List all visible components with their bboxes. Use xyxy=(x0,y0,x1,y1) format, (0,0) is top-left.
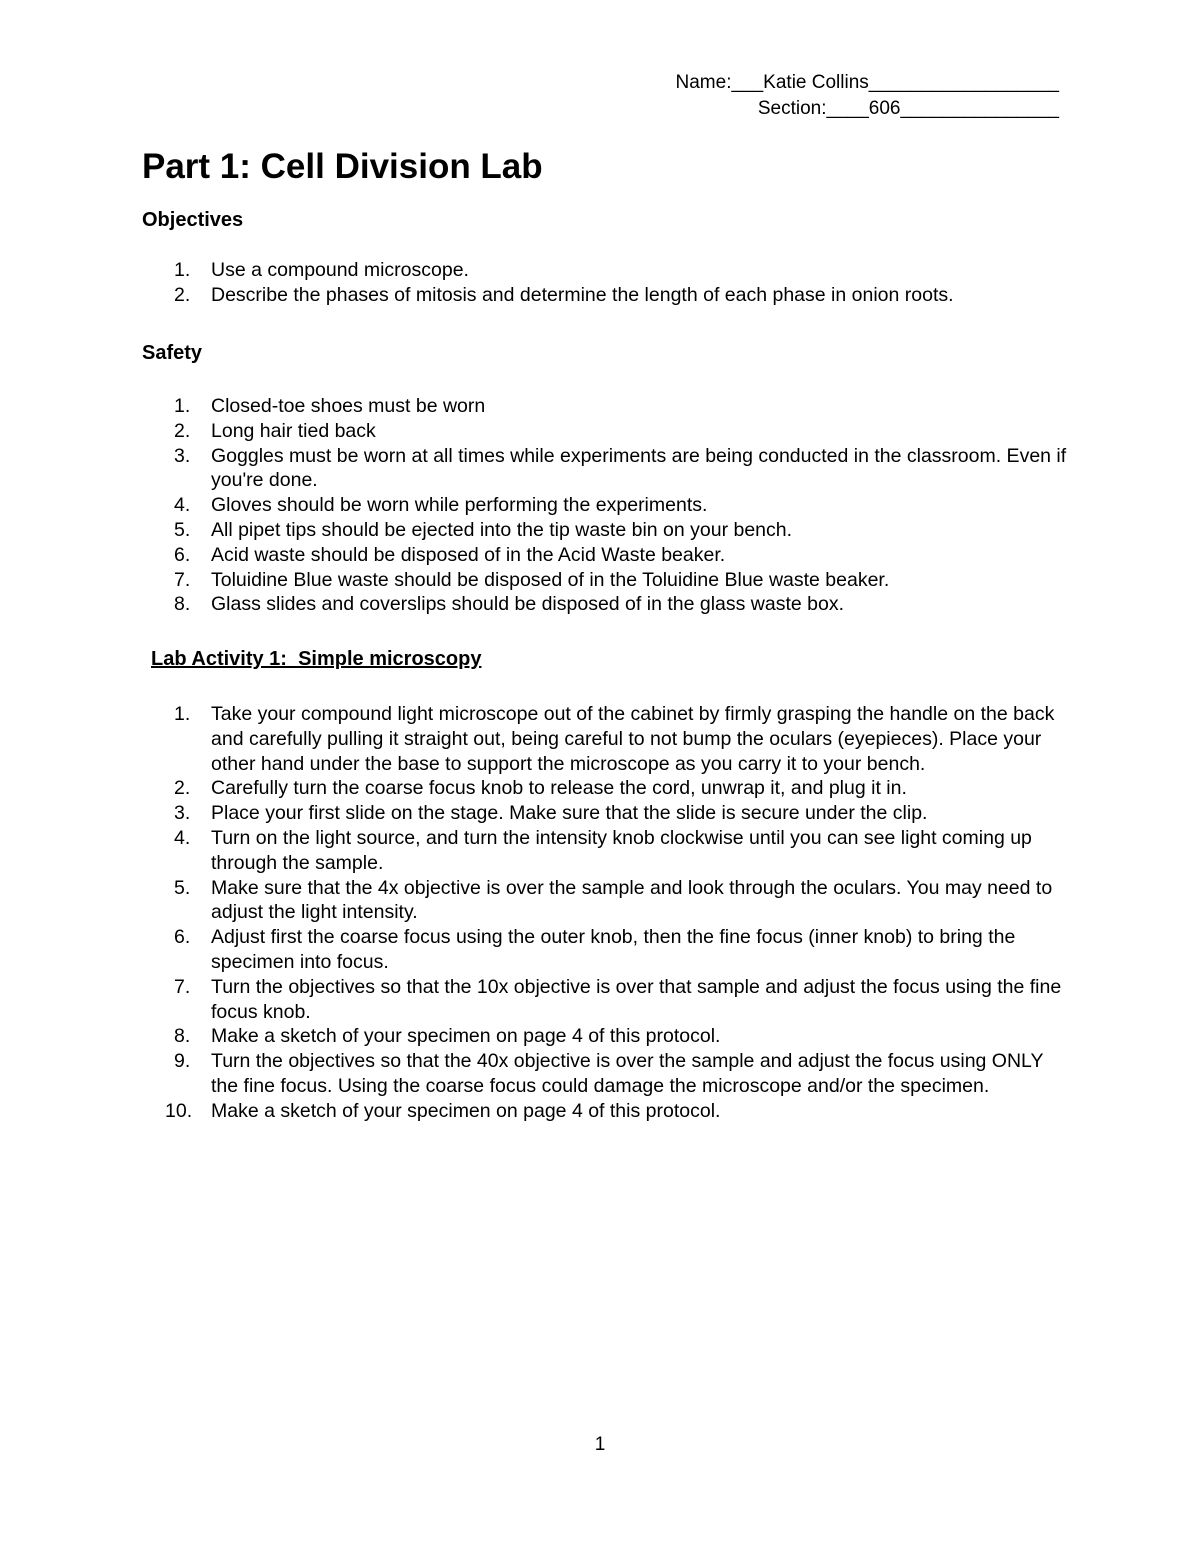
list-item-text: Make a sketch of your specimen on page 4 of this protocol. xyxy=(211,1025,721,1048)
list-item-text: Glass slides and coverslips should be disposed of in the glass waste box. xyxy=(211,593,845,616)
list-item-number: 4. xyxy=(174,494,191,517)
list-item xyxy=(0,419,1071,444)
page-number: 1 xyxy=(594,1434,606,1455)
list-item xyxy=(0,1099,1071,1124)
objectives-heading: Objectives xyxy=(142,209,244,231)
list-item-text: Turn the objectives so that the 10x objective is over that sample and adjust the focus using the fine focus knob. xyxy=(211,975,1062,1023)
list-item xyxy=(0,283,1071,308)
list-item xyxy=(0,543,1071,568)
list-item-number: 1. xyxy=(174,395,191,417)
list-item-number: 1. xyxy=(174,703,191,725)
list-item-number: 7. xyxy=(174,568,191,591)
list-item xyxy=(0,925,1071,975)
list-item xyxy=(0,1024,1071,1049)
list-item-text: Place your first slide on the stage. Make sure that the slide is secure under the clip. xyxy=(211,802,928,825)
list-item-text: Turn on the light source, and turn the intensity knob clockwise until you can see light coming up through the sample. xyxy=(211,826,1032,874)
list-item-number: 4. xyxy=(174,826,191,849)
list-item-text: Long hair tied back xyxy=(211,419,376,442)
list-item xyxy=(0,592,1071,617)
list-item-text: Use a compound microscope. xyxy=(211,259,469,281)
list-item xyxy=(0,518,1071,543)
list-item-number: 3. xyxy=(174,802,191,825)
list-item-text: Take your compound light microscope out of the cabinet by firmly grasping the handle on the back and carefully pulling it straight out, being careful to not bump the oculars (eyepieces). Place your other hand under the base to support the microscope as you carry it to your bench. xyxy=(211,703,1055,775)
list-item xyxy=(0,826,1071,876)
list-item xyxy=(0,568,1071,593)
list-item-number: 2. xyxy=(174,777,191,800)
list-item-text: Acid waste should be disposed of in the Acid Waste beaker. xyxy=(211,543,726,566)
list-item-number: 5. xyxy=(174,876,191,899)
list-item xyxy=(0,258,1071,283)
list-item-number: 7. xyxy=(174,975,191,998)
section-number-line: Section:____606_______________ xyxy=(757,98,1059,119)
list-item-number: 1. xyxy=(174,259,191,281)
list-item-text: Toluidine Blue waste should be disposed of in the Toluidine Blue waste beaker. xyxy=(211,568,890,591)
list-item xyxy=(0,975,1071,1025)
list-item xyxy=(0,1049,1071,1099)
list-item-text: Describe the phases of mitosis and determine the length of each phase in onion roots. xyxy=(211,283,954,306)
list-item xyxy=(0,801,1071,826)
list-item-text: Gloves should be worn while performing the experiments. xyxy=(211,494,708,517)
list-item-number: 9. xyxy=(174,1050,191,1073)
list-item-number: 6. xyxy=(174,926,191,949)
student-name-line: Name:___Katie Collins__________________ xyxy=(675,72,1059,93)
page-title: Part 1: Cell Division Lab xyxy=(142,147,543,186)
list-item-number: 3. xyxy=(174,444,191,467)
list-item xyxy=(0,702,1071,776)
list-item-number: 5. xyxy=(174,518,191,541)
list-item-text: Goggles must be worn at all times while experiments are being conducted in the classroom. Even if you're done. xyxy=(211,444,1067,492)
list-item xyxy=(0,394,1071,419)
list-item xyxy=(0,776,1071,801)
list-item-number: 2. xyxy=(174,419,191,442)
lab-activity-heading: Lab Activity 1: Simple microscopy xyxy=(151,648,482,670)
list-item-text: Make a sketch of your specimen on page 4 of this protocol. xyxy=(211,1099,721,1122)
list-item-number: 8. xyxy=(174,593,191,616)
safety-heading: Safety xyxy=(142,342,203,364)
list-item-text: All pipet tips should be ejected into the tip waste bin on your bench. xyxy=(211,518,793,541)
list-item xyxy=(0,493,1071,518)
list-item-text: Carefully turn the coarse focus knob to release the cord, unwrap it, and plug it in. xyxy=(211,777,907,800)
list-item xyxy=(0,444,1071,494)
list-item-text: Make sure that the 4x objective is over the sample and look through the oculars. You may need to adjust the light intensity. xyxy=(211,876,1053,924)
list-item-number: 10. xyxy=(165,1099,193,1122)
lab-activity-steps-list xyxy=(0,702,1200,1124)
list-item-number: 6. xyxy=(174,543,191,566)
objectives-list xyxy=(0,258,1200,308)
list-item-number: 2. xyxy=(174,283,191,306)
list-item-text: Closed-toe shoes must be worn xyxy=(211,395,486,417)
list-item xyxy=(0,876,1071,926)
list-item-number: 8. xyxy=(174,1025,191,1048)
safety-list xyxy=(0,394,1200,617)
list-item-text: Adjust first the coarse focus using the outer knob, then the fine focus (inner knob) to bring the specimen into focus. xyxy=(211,926,1016,973)
list-item-text: Turn the objectives so that the 40x objective is over the sample and adjust the focus using ONLY the fine focus. Using the coarse focus could damage the microscope and/or the specimen. xyxy=(211,1050,1044,1097)
